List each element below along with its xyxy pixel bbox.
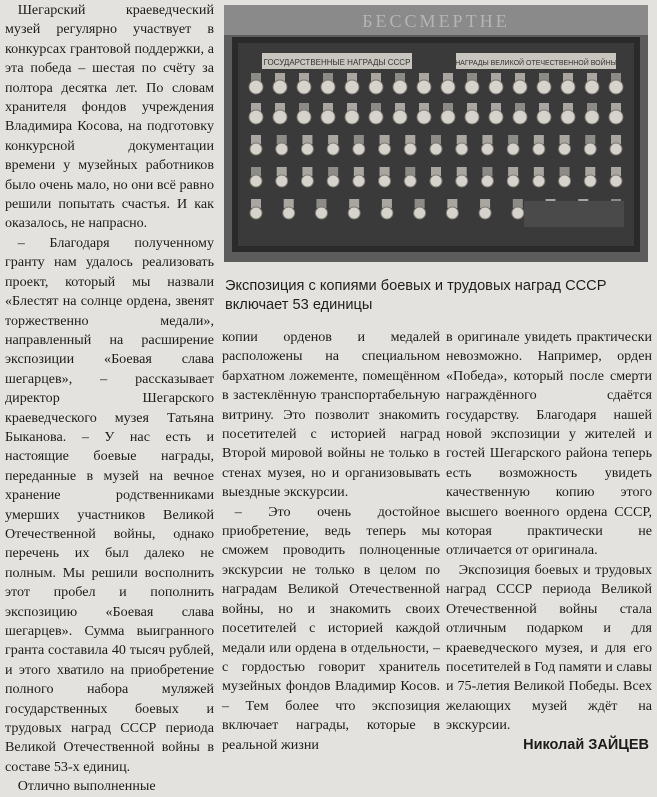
banner-text: БЕССМЕРТНЕ: [362, 11, 510, 31]
medal: [430, 175, 442, 187]
medal: [327, 143, 339, 155]
medal: [513, 110, 527, 124]
medal: [379, 175, 391, 187]
medals-display-photo: [224, 5, 648, 262]
medal: [559, 175, 571, 187]
paragraph: копии орденов и медалей расположены на специальном бархатном ложементе, помещённом в застеклённую транспортабельную витрину. Это позволит знакомить посетителей с историей наград Второй мировой войны не только в стенах музея, но и организовывать выездные экскурсии.: [222, 329, 440, 501]
medal: [393, 80, 407, 94]
medal: [537, 80, 551, 94]
medal: [301, 143, 313, 155]
medal: [345, 80, 359, 94]
medal: [348, 207, 360, 219]
display-plaque: [524, 201, 624, 227]
medal: [327, 175, 339, 187]
medal: [369, 110, 383, 124]
medal: [321, 110, 335, 124]
medal: [276, 143, 288, 155]
medal: [283, 207, 295, 219]
medal: [249, 80, 263, 94]
author-signature: Николай ЗАЙЦЕВ: [523, 737, 649, 753]
right-plate-text: НАГРАДЫ ВЕЛИКОЙ ОТЕЧЕСТВЕННОЙ ВОЙНЫ: [455, 60, 617, 67]
medal: [273, 110, 287, 124]
medal: [507, 175, 519, 187]
medal: [610, 143, 622, 155]
medal: [537, 110, 551, 124]
medal: [417, 80, 431, 94]
medal: [584, 175, 596, 187]
article-column-1: [5, 1, 214, 797]
medal: [559, 143, 571, 155]
medal: [414, 207, 426, 219]
medal: [446, 207, 458, 219]
medal: [456, 175, 468, 187]
medal: [250, 175, 262, 187]
medal: [369, 80, 383, 94]
medal: [533, 143, 545, 155]
medal: [404, 175, 416, 187]
medal: [301, 175, 313, 187]
medal: [489, 80, 503, 94]
medal: [393, 110, 407, 124]
medal: [250, 143, 262, 155]
medal: [273, 80, 287, 94]
medal: [465, 110, 479, 124]
medal: [353, 175, 365, 187]
medal: [456, 143, 468, 155]
paragraph: Шегарский краеведческий музей регулярно участвует в конкурсах грантовой поддержки, а эта победа – шестая по счёту за полтора десятка лет. По словам хранителя фондов учреждения Владимира Косова, на подготовку конкурсной документации времени у музейных работников было очень мало, но они всё равно решили попытать счастья. И как оказалось, не напрасно.: [5, 2, 215, 232]
medal: [513, 80, 527, 94]
medal: [533, 175, 545, 187]
medal: [315, 207, 327, 219]
medal: [479, 207, 491, 219]
medal: [585, 80, 599, 94]
paragraph: – Это очень достойное приобретение, ведь теперь мы сможем проводить полноценные экскурсии не только в целом по наградам Великой Отечественной войны, но и знакомить своих посетителей с историей каждой медали или ордена в отдельности, – с гордостью говорит хранитель музейных фондов Владимир Косов. – Тем более что экспозиция включает награды, которые в реальной жизни: [222, 503, 440, 753]
medal: [481, 175, 493, 187]
medal: [353, 143, 365, 155]
medal: [249, 110, 263, 124]
medal: [379, 143, 391, 155]
medal: [481, 143, 493, 155]
medal: [404, 143, 416, 155]
medal: [609, 110, 623, 124]
paragraph: в оригинале увидеть практически невозможно. Например, орден «Победа», который после смерти награждённого сдаётся государству. Благодаря нашей новой экспозиции у жителей и гостей Шегарского района теперь есть возможность увидеть качественную копию этого высшего военного ордена СССР, которая практически не отличается от оригинала.: [446, 329, 652, 559]
medal: [321, 80, 335, 94]
medal: [381, 207, 393, 219]
photo-caption: Экспозиция с копиями боевых и трудовых наград СССР включает 53 единицы: [225, 278, 607, 313]
medal: [297, 110, 311, 124]
medal: [585, 110, 599, 124]
medal: [609, 80, 623, 94]
left-plate-text: ГОСУДАРСТВЕННЫЕ НАГРАДЫ СССР: [263, 58, 411, 67]
medal: [610, 175, 622, 187]
article-column-2: [222, 328, 440, 755]
medal: [345, 110, 359, 124]
medal: [584, 143, 596, 155]
medal: [250, 207, 262, 219]
medal: [561, 80, 575, 94]
medal: [507, 143, 519, 155]
medal: [417, 110, 431, 124]
medal: [561, 110, 575, 124]
paragraph: Экспозиция боевых и трудовых наград СССР периода Великой Отечественной войны стала отличным подарком и для краеведческого музея, и для его посетителей в Год памяти и славы и 75-летия Великой Победы. Всех желающих музей ждёт на экскурсии.: [446, 561, 652, 734]
medal: [465, 80, 479, 94]
medal: [430, 143, 442, 155]
medal: [512, 207, 524, 219]
medal: [276, 175, 288, 187]
medal: [441, 80, 455, 94]
medal: [297, 80, 311, 94]
paragraph: Отлично выполненные: [17, 778, 156, 795]
medal: [489, 110, 503, 124]
medal: [441, 110, 455, 124]
article-column-3: [446, 328, 652, 736]
paragraph: – Благодаря полученному гранту нам удалось реализовать проект, который мы назвали «Блестят на солнце ордена, звенят торжественно медали», направленный на расширение экспозиции «Боевая слава шегарцев», – рассказывает директор Шегарского краеведческого музея Татьяна Быканова. – У нас есть и настоящие боевые награды, переданные в музей на вечное хранение родственниками умерших участников Великой Отечественной войны, однако перечень их был далеко не полным. Мы решили восполнить этот пробел и пополнить экспозицию «Боевая слава шегарцев». Сумма выигранного гранта составила 40 тысяч рублей, и этого хватило на приобретение полного набора муляжей государственных боевых и трудовых наград СССР периода Великой Отечественной войны в составе 53-х единиц.: [5, 234, 214, 775]
